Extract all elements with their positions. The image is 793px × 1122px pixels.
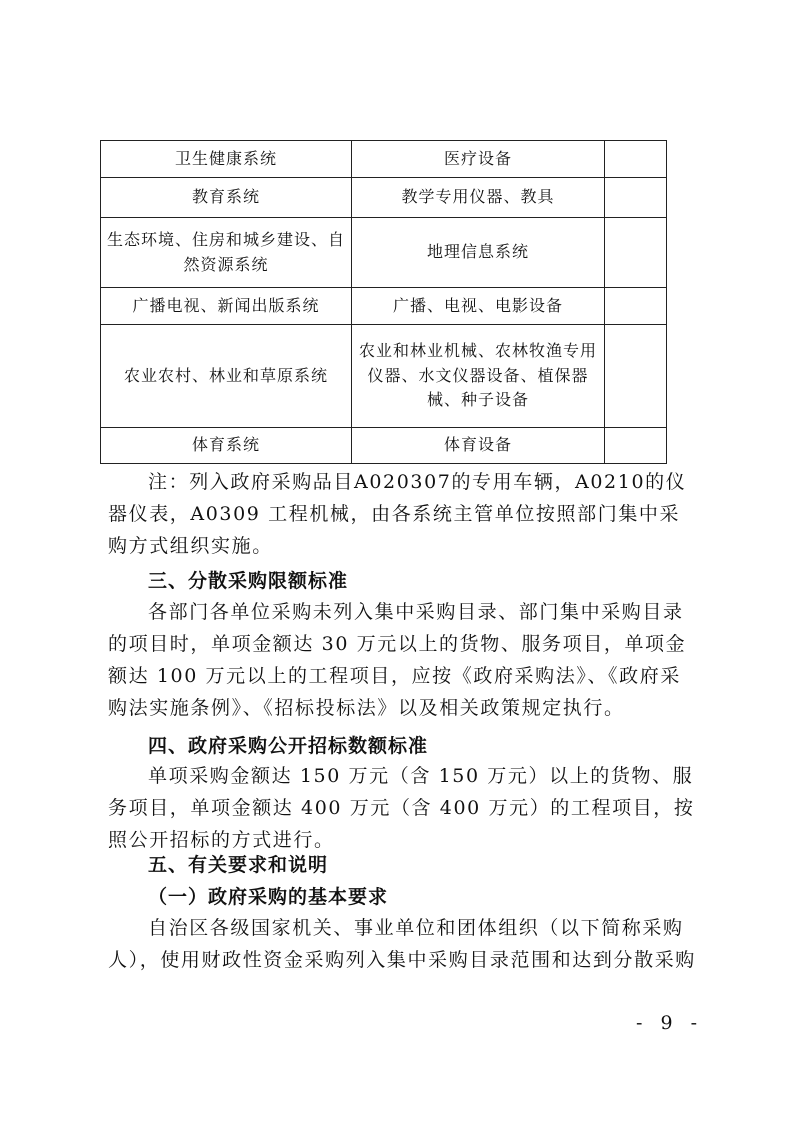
equipment-cell: 地理信息系统	[352, 218, 605, 288]
section-5-heading: 五、有关要求和说明	[148, 854, 329, 876]
section-3-paragraph: 各部门各单位采购未列入集中采购目录、部门集中采购目录的项目时，单项金额达 30 万元以上的货物、服务项目，单项金额达 100 万元以上的工程项目，应按《政府采购法》、《政府采购法实施条例》、《招标投标法》以及相关政策规定执行。	[108, 601, 687, 719]
empty-cell	[605, 288, 667, 325]
system-cell: 生态环境、住房和城乡建设、自然资源系统	[101, 218, 352, 288]
system-cell: 农业农村、林业和草原系统	[101, 325, 352, 428]
section-3-heading: 三、分散采购限额标准	[148, 570, 349, 592]
section-5-paragraph: 自治区各级国家机关、事业单位和团体组织（以下简称采购人），使用财政性资金采购列入集中采购目录范围和达到分散采购	[108, 917, 696, 971]
equipment-cell: 体育设备	[352, 428, 605, 464]
equipment-cell: 广播、电视、电影设备	[352, 288, 605, 325]
system-cell: 广播电视、新闻出版系统	[101, 288, 352, 325]
category-table	[100, 140, 667, 464]
equipment-cell: 农业和林业机械、农林牧渔专用仪器、水文仪器设备、植保器械、种子设备	[352, 325, 605, 428]
section-5-subheading: （一）政府采购的基本要求	[148, 886, 389, 908]
empty-cell	[605, 218, 667, 288]
table-note	[108, 466, 700, 562]
note-paragraph: 注：列入政府采购品目A020307的专用车辆，A0210的仪器仪表，A0309 工程机械，由各系统主管单位按照部门集中采购方式组织实施。	[108, 471, 687, 557]
table-row	[101, 218, 667, 288]
section-4-body	[108, 760, 700, 856]
table-row	[101, 178, 667, 218]
empty-cell	[605, 325, 667, 428]
section-4-paragraph: 单项采购金额达 150 万元（含 150 万元）以上的货物、服务项目，单项金额达 400 万元（含 400 万元）的工程项目，按照公开招标的方式进行。	[108, 765, 695, 851]
system-cell: 教育系统	[101, 178, 352, 218]
section-5-body	[108, 912, 700, 976]
table-row	[101, 325, 667, 428]
system-cell: 体育系统	[101, 428, 352, 464]
system-cell: 卫生健康系统	[101, 141, 352, 178]
table-row	[101, 141, 667, 178]
page-number: - 9 -	[636, 1012, 704, 1034]
table-row	[101, 288, 667, 325]
empty-cell	[605, 178, 667, 218]
table-row	[101, 428, 667, 464]
equipment-cell: 教学专用仪器、教具	[352, 178, 605, 218]
empty-cell	[605, 141, 667, 178]
section-3-body	[108, 596, 700, 724]
empty-cell	[605, 428, 667, 464]
section-4-heading: 四、政府采购公开招标数额标准	[148, 735, 429, 757]
equipment-cell: 医疗设备	[352, 141, 605, 178]
